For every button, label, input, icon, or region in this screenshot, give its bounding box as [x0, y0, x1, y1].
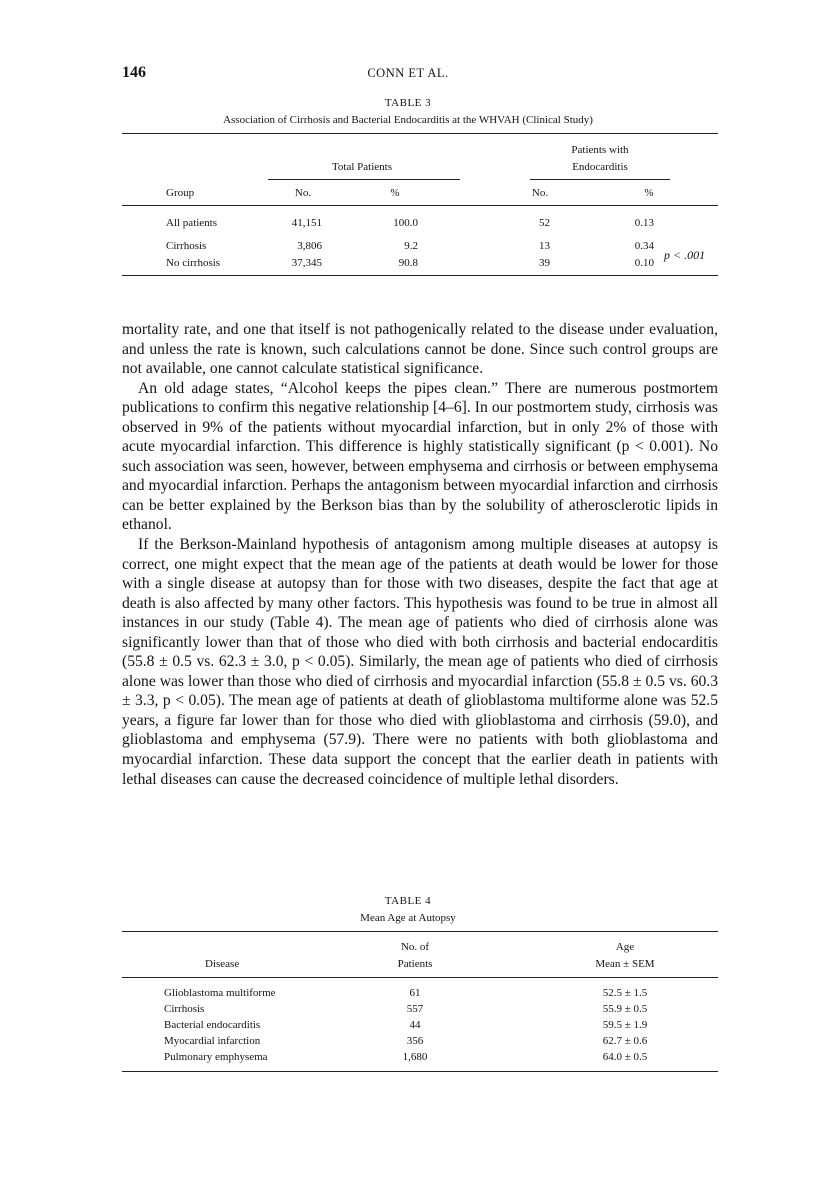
table3-top-rule — [122, 133, 718, 134]
running-head: CONN ET AL. — [367, 66, 449, 80]
table-row-disease: Pulmonary emphysema — [164, 1051, 268, 1063]
table-cell-age: 62.7 ± 0.6 — [602, 1035, 648, 1047]
paragraph: If the Berkson-Mainland hypothesis of antagonism among multiple diseases at autopsy is correct, one might expect that the mean age of the patients at death would be lower for those with a single disease at autopsy than for those with two diseases, despite the fact that age at death is also affected by many other factors. This hypothesis was found to be true in almost all instances in our study (Table 4). The mean age of patients who died of cirrhosis alone was significantly lower than that of those who died with both cirrhosis and bacterial endocarditis (55.8 ± 0.5 vs. 62.3 ± 3.0, p < 0.05). Similarly, the mean age of patients who died of cirrhosis alone was lower than those who died of cirrhosis and myocardial infarction (55.8 ± 0.5 vs. 60.3 ± 3.3, p < 0.05). The mean age of patients at death of glioblastoma multiforme alone was 52.5 years, a figure far lower than for those who died with glioblastoma and cirrhosis (59.0), and glioblastoma and emphysema (57.9). There were no patients with both glioblastoma and myocardial infarction. These data support the concept that the earlier death in patients with lethal diseases can cause the decreased coincidence of multiple lethal disorders. — [122, 536, 718, 788]
table4-caption: Mean Age at Autopsy — [360, 912, 456, 924]
table4-top-rule — [122, 931, 718, 932]
table3-group-total: Total Patients — [331, 161, 393, 173]
table3-col-no1: No. — [294, 187, 312, 199]
table3-pvalue: p < .001 — [664, 248, 706, 262]
table-cell-patients: 356 — [406, 1035, 424, 1047]
table4-bottom-rule — [122, 1071, 718, 1072]
table-row-group: All patients — [166, 217, 218, 229]
table3-header-rule — [122, 205, 718, 206]
table3-col-group: Group — [166, 187, 195, 199]
table-row-group: Cirrhosis — [166, 240, 207, 252]
table3-col-pct2: % — [644, 187, 654, 199]
table-cell-pct1: 90.8 — [398, 257, 418, 269]
table4-col-no-line2: Patients — [397, 958, 433, 970]
paragraph: mortality rate, and one that itself is not pathogenically related to the disease under evaluation, and unless the rate is known, such calculations cannot be done. Since such control groups are not available, one cannot calculate statistical significance. — [122, 321, 718, 378]
table3-col-pct1: % — [390, 187, 400, 199]
table3-col-no2: No. — [531, 187, 549, 199]
table4-col-age-line2: Mean ± SEM — [595, 958, 655, 970]
table-cell-patients: 61 — [409, 987, 421, 999]
table3-span-rule-total — [268, 179, 460, 180]
table-cell-pct1: 100.0 — [393, 217, 418, 229]
table4-col-no-line1: No. of — [400, 941, 430, 953]
table-cell-no1: 41,151 — [291, 217, 322, 229]
table-cell-no1: 37,345 — [291, 257, 322, 269]
table-cell-pct2: 0.34 — [634, 240, 654, 252]
paragraph: An old adage states, “Alcohol keeps the pipes clean.” There are numerous postmortem publications to confirm this negative relationship [4–6]. In our postmortem study, cirrhosis was observed in 9% of the patients without myocardial infarction, but in only 2% of those with acute myocardial infarction. This difference is highly statistically significant (p < 0.001). No such association was seen, however, between emphysema and cirrhosis or between emphysema and myocardial infarction. Perhaps the antagonism between myocardial infarction and cirrhosis can be better explained by the Berkson bias than by the solubility of atherosclerotic lipids in ethanol. — [122, 379, 718, 534]
table-cell-age: 55.9 ± 0.5 — [602, 1003, 648, 1015]
table-row-group: No cirrhosis — [166, 257, 221, 269]
table-cell-no2: 52 — [539, 217, 550, 229]
table-cell-age: 59.5 ± 1.9 — [602, 1019, 648, 1031]
table4-label: TABLE 4 — [384, 895, 432, 907]
table-cell-age: 64.0 ± 0.5 — [602, 1051, 648, 1063]
table-row-disease: Bacterial endocarditis — [164, 1019, 261, 1031]
table-cell-patients: 557 — [406, 1003, 424, 1015]
page-number: 146 — [122, 64, 146, 81]
table-cell-pct2: 0.13 — [634, 217, 654, 229]
table-cell-patients: 1,680 — [402, 1051, 428, 1063]
table3-label: TABLE 3 — [384, 97, 432, 109]
table3-caption: Association of Cirrhosis and Bacterial Endocarditis at the WHVAH (Clinical Study) — [223, 114, 593, 126]
table3-group-endo-line2: Endocarditis — [572, 161, 628, 173]
table-cell-pct1: 9.2 — [404, 240, 418, 252]
table4-col-disease: Disease — [205, 958, 240, 970]
table-cell-patients: 44 — [409, 1019, 421, 1031]
table4-col-age-line1: Age — [615, 941, 635, 953]
table-cell-age: 52.5 ± 1.5 — [602, 987, 648, 999]
table3-group-endo-line1: Patients with — [571, 144, 629, 156]
table4-header-rule — [122, 977, 718, 978]
table-row-disease: Cirrhosis — [164, 1003, 205, 1015]
table3-bottom-rule — [122, 275, 718, 276]
table-row-disease: Glioblastoma multiforme — [164, 987, 276, 999]
table-cell-no1: 3,806 — [297, 240, 322, 252]
table-cell-no2: 13 — [539, 240, 550, 252]
table-row-disease: Myocardial infarction — [164, 1035, 261, 1047]
body-text — [122, 320, 718, 789]
table3-span-rule-endo — [530, 179, 670, 180]
table-cell-no2: 39 — [539, 257, 550, 269]
table-cell-pct2: 0.10 — [634, 257, 654, 269]
